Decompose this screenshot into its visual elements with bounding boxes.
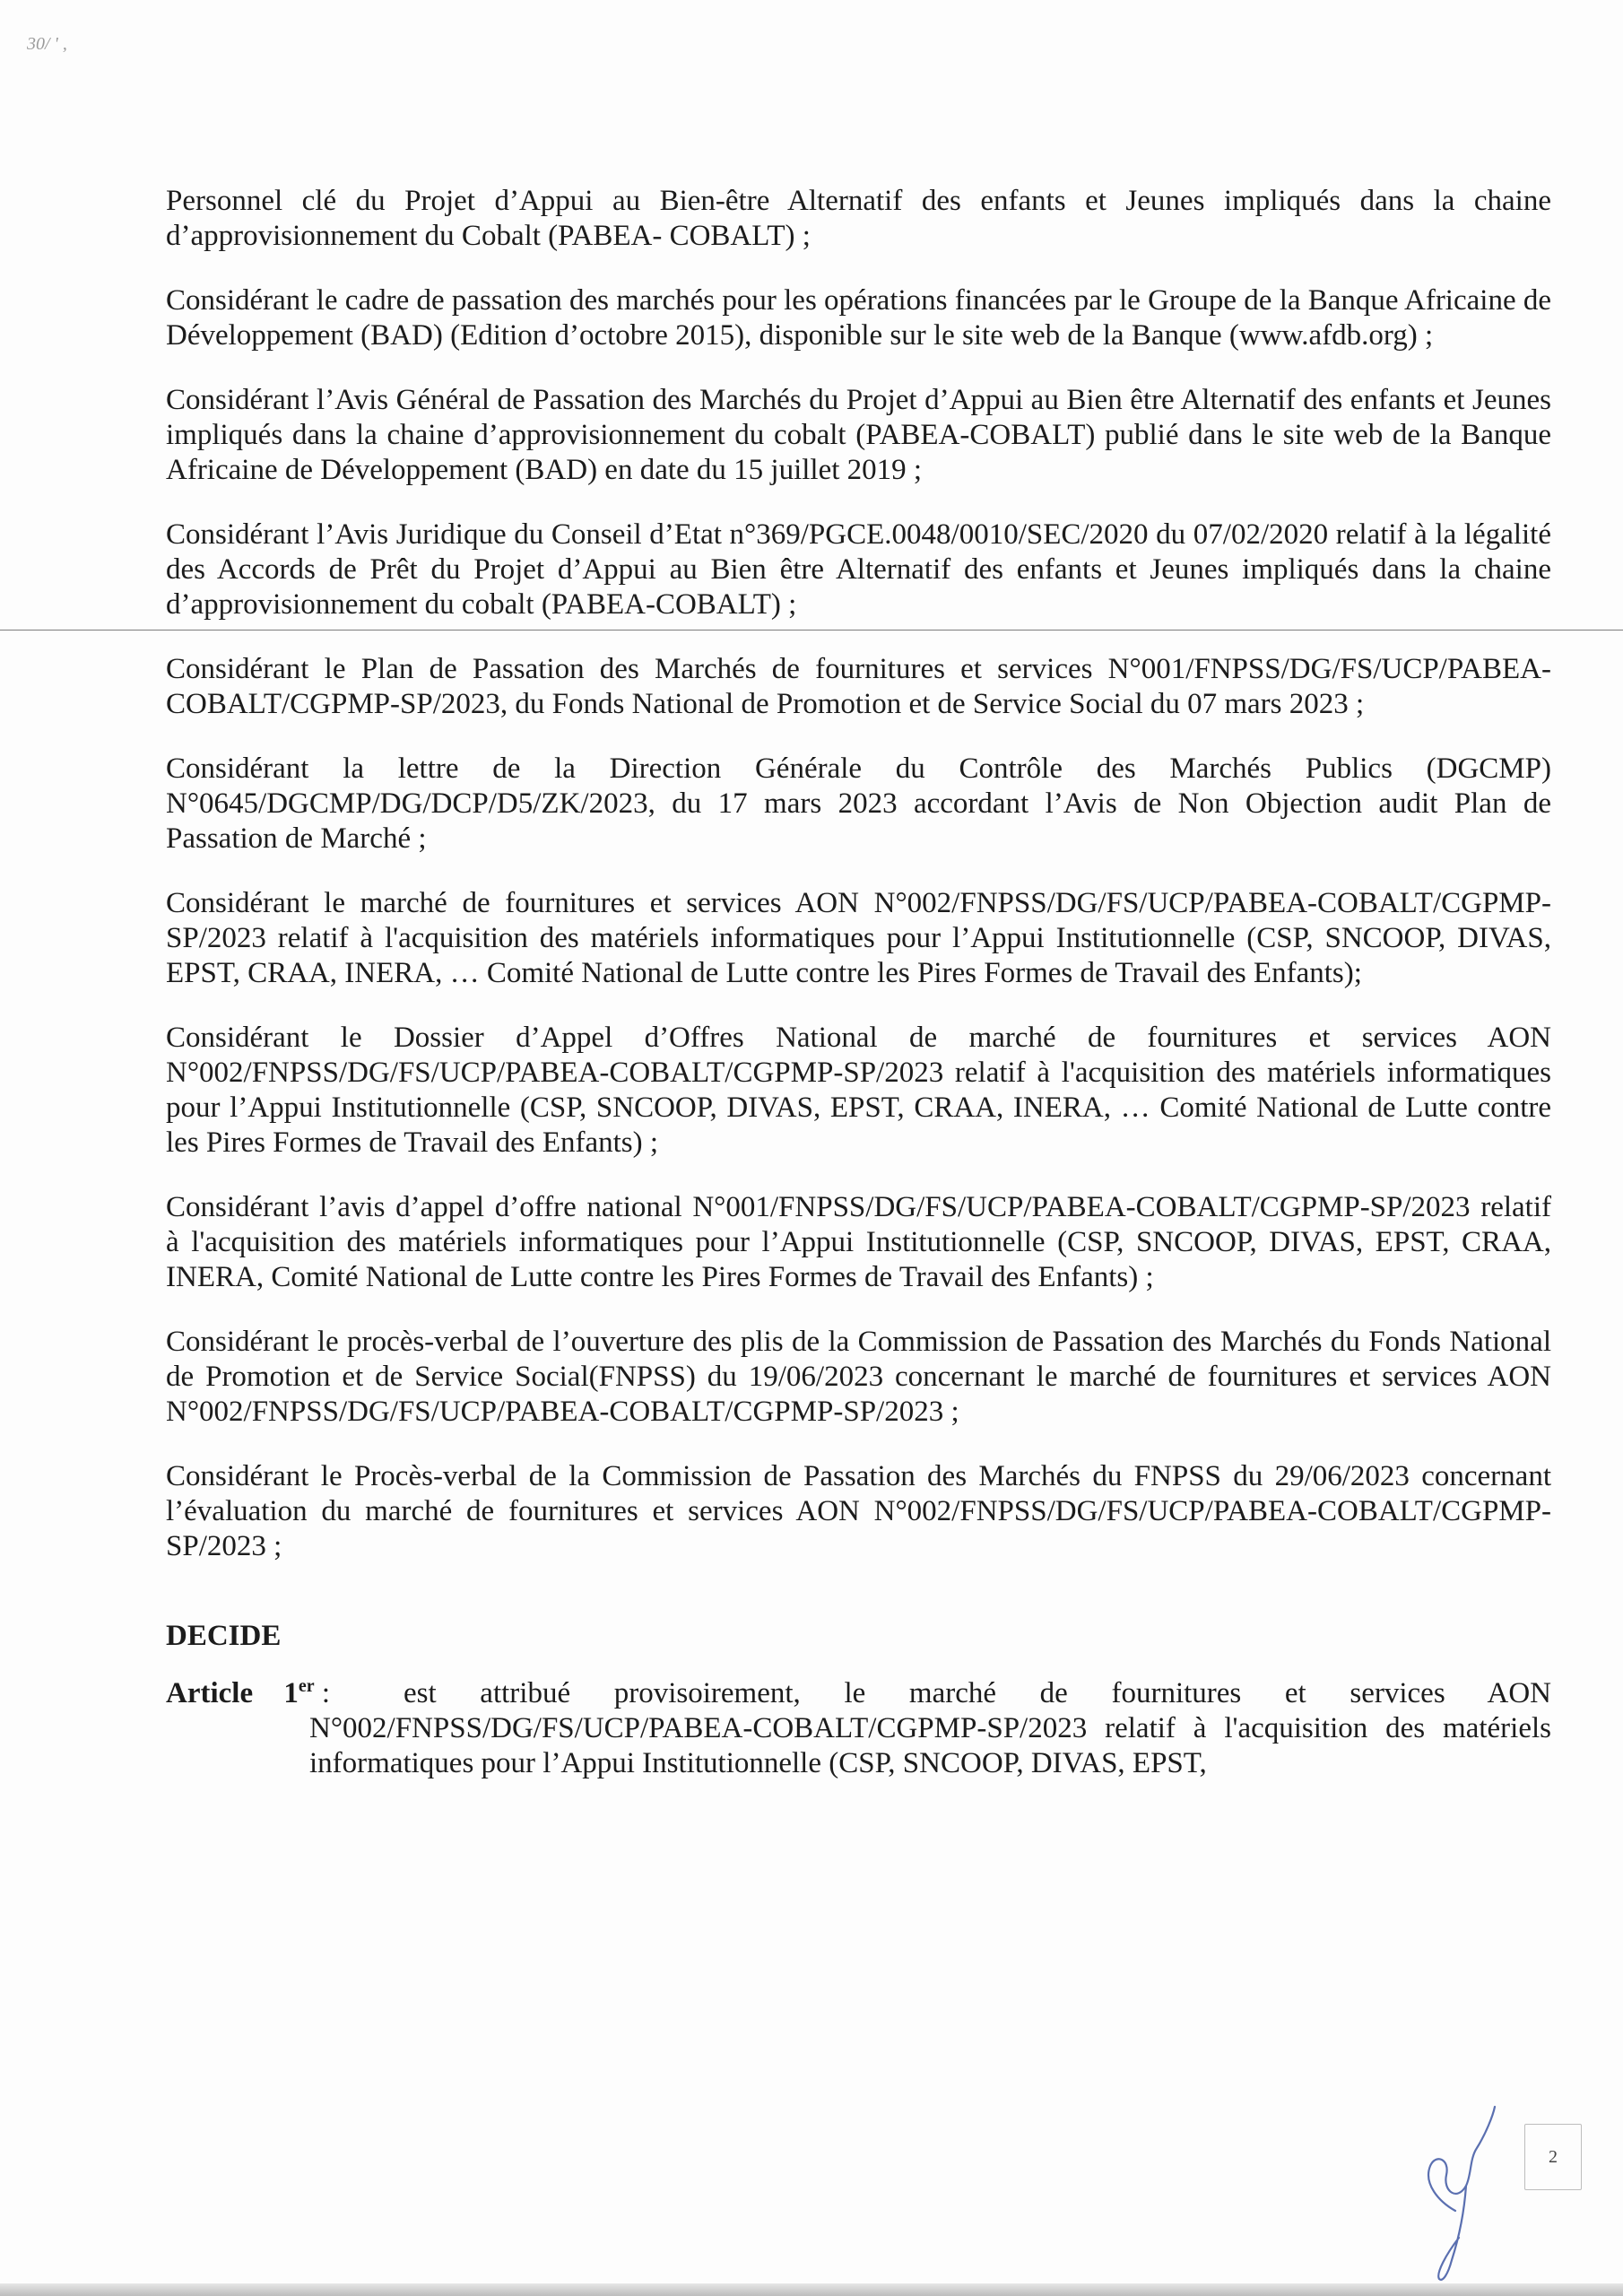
paragraph-pv-ouverture: Considérant le procès-verbal de l’ouverture des plis de la Commission de Passation des Marchés du Fonds National de Promotion et de Service Social(FNPSS) du 19/06/2023 concernant le marché de fournitures et services AON N°002/FNPSS/DG/FS/UCP/PABEA-COBALT/CGPMP-SP/2023 ; bbox=[166, 1326, 1551, 1428]
article-number-suffix: er bbox=[298, 1676, 315, 1696]
document-body bbox=[166, 184, 1551, 1781]
article-1 bbox=[166, 1676, 1551, 1781]
page-number-box: 2 bbox=[1524, 2124, 1582, 2190]
article-colon: : bbox=[314, 1677, 331, 1709]
article-number: 1er : bbox=[283, 1676, 331, 1709]
paragraph-plan-passation: Considérant le Plan de Passation des Marchés de fournitures et services N°001/FNPSS/DG/FS/UCP/PABEA-COBALT/CGPMP-SP/2023, du Fonds National de Promotion et de Service Social du 07 mars 2023 ; bbox=[166, 653, 1551, 720]
paragraph-marche-fournitures: Considérant le marché de fournitures et services AON N°002/FNPSS/DG/FS/UCP/PABEA-COBALT/CGPMP-SP/2023 relatif à l'acquisition des matériels informatiques pour l’Appui Institutionnelle (CSP, SNCOOP, DIVAS, EPST, CRAA, INERA, … Comité National de Lutte contre les Pires Formes de Travail des Enfants); bbox=[166, 887, 1551, 989]
paragraph-avis-appel: Considérant l’avis d’appel d’offre national N°001/FNPSS/DG/FS/UCP/PABEA-COBALT/CGPMP-SP/2023 relatif à l'acquisition des matériels informatiques pour l’Appui Institutionnelle (CSP, SNCOOP, DIVAS, EPST, CRAA, INERA, Comité National de Lutte contre les Pires Formes de Travail des Enfants) ; bbox=[166, 1191, 1551, 1293]
scan-bottom-edge bbox=[0, 2283, 1623, 2296]
paragraph-dossier-appel: Considérant le Dossier d’Appel d’Offres National de marché de fournitures et services AON N°002/FNPSS/DG/FS/UCP/PABEA-COBALT/CGPMP-SP/2023 relatif à l'acquisition des matériels informatiques pour l’Appui Institutionnelle (CSP, SNCOOP, DIVAS, EPST, CRAA, INERA, … Comité National de Lutte contre les Pires Formes de Travail des Enfants) ; bbox=[166, 1022, 1551, 1159]
paragraph-pv-evaluation: Considérant le Procès-verbal de la Commission de Passation des Marchés du FNPSS du 29/06/2023 concernant l’évaluation du marché de fournitures et services AON N°002/FNPSS/DG/FS/UCP/PABEA-COBALT/CGPMP-SP/2023 ; bbox=[166, 1460, 1551, 1562]
corner-handwritten-mark: 30/ ' , bbox=[27, 34, 67, 54]
paragraph-avis-general: Considérant l’Avis Général de Passation des Marchés du Projet d’Appui au Bien être Alternatif des enfants et Jeunes impliqués dans la chaine d’approvisionnement du cobalt (PABEA-COBALT) publié dans le site web de la Banque Africaine de Développement (BAD) en date du 15 juillet 2019 ; bbox=[166, 384, 1551, 486]
signature-initials bbox=[1403, 2103, 1502, 2292]
article-1-text: est attribué provisoirement, le marché de fournitures et services AON N°002/FNPSS/DG/FS/UCP/PABEA-COBALT/CGPMP-SP/2023 relatif à l'acquisition des matériels informatiques pour l’Appui Institutionnelle (CSP, SNCOOP, DIVAS, EPST, bbox=[309, 1677, 1551, 1779]
paragraph-cadre-passation: Considérant le cadre de passation des marchés pour les opérations financées par le Groupe de la Banque Africaine de Développement (BAD) (Edition d’octobre 2015), disponible sur le site web de la Banque (www.afdb.org) ; bbox=[166, 284, 1551, 352]
article-word: Article bbox=[166, 1677, 254, 1709]
article-label bbox=[166, 1676, 330, 1711]
paragraph-avis-juridique: Considérant l’Avis Juridique du Conseil d’Etat n°369/PGCE.0048/0010/SEC/2020 du 07/02/2020 relatif à la légalité des Accords de Prêt du Projet d’Appui au Bien être Alternatif des enfants et Jeunes impliqués dans la chaine d’approvisionnement du cobalt (PABEA-COBALT) ; bbox=[166, 518, 1551, 621]
decide-heading: DECIDE bbox=[166, 1620, 282, 1652]
paragraph-lettre-dgcmp: Considérant la lettre de la Direction Générale du Contrôle des Marchés Publics (DGCMP) N°0645/DGCMP/DG/DCP/D5/ZK/2023, du 17 mars 2023 accordant l’Avis de Non Objection audit Plan de Passation de Marché ; bbox=[166, 752, 1551, 855]
paragraph-personnel: Personnel clé du Projet d’Appui au Bien-être Alternatif des enfants et Jeunes impliqués dans la chaine d’approvisionnement du Cobalt (PABEA- COBALT) ; bbox=[166, 185, 1551, 252]
